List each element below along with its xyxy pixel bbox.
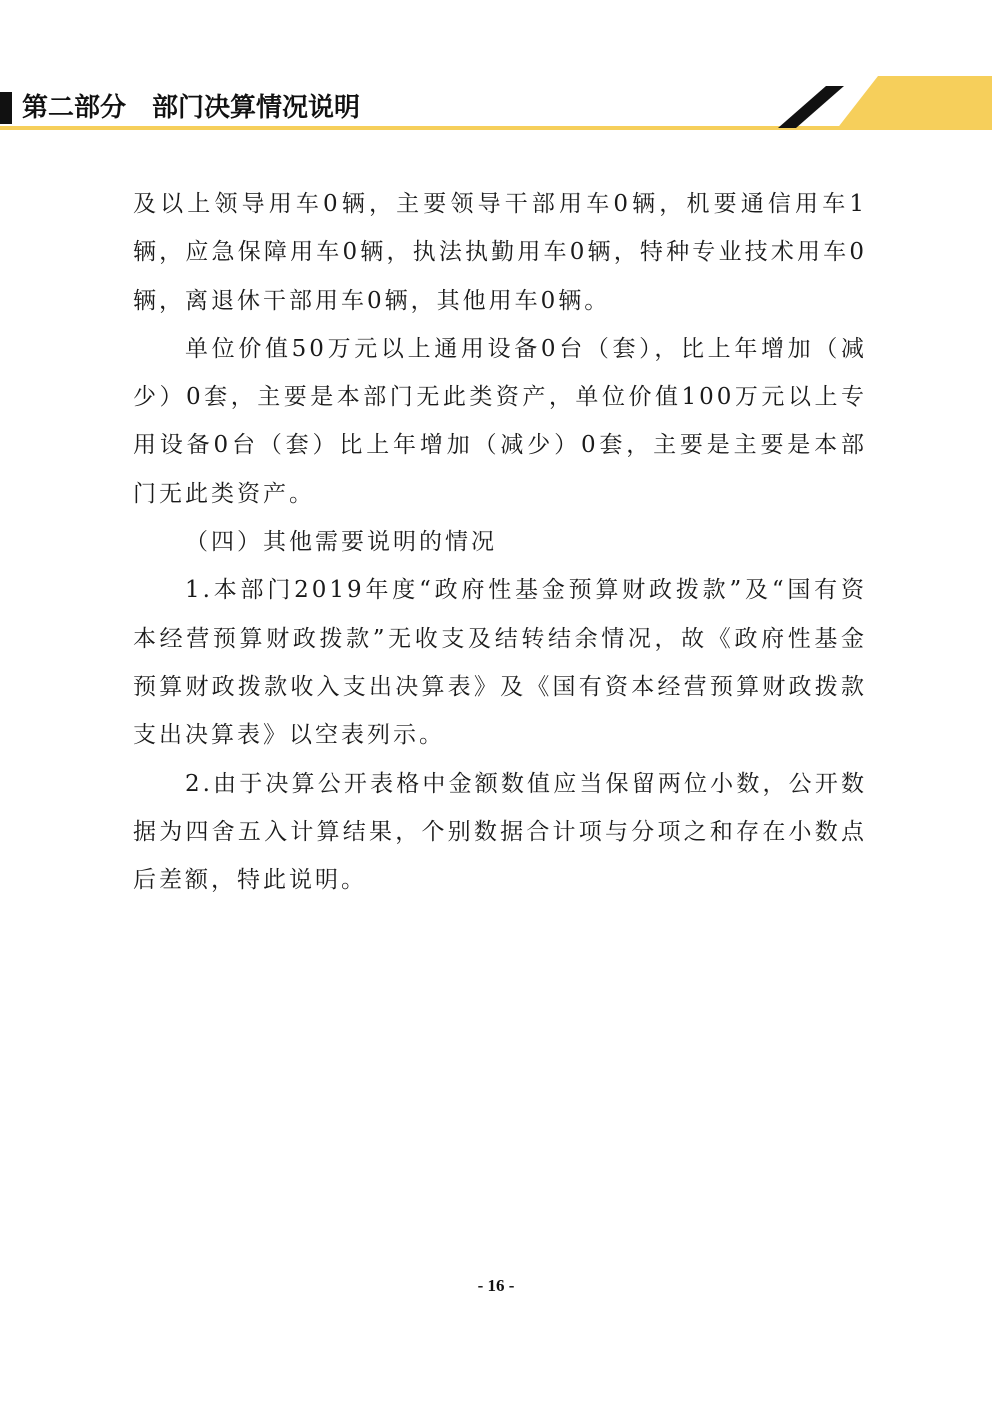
document-body (133, 180, 867, 904)
section-title: 第二部分 部门决算情况说明 (22, 93, 361, 123)
paragraph-note-1: 1.本部门2019年度“政府性基金预算财政拨款”及“国有资本经营预算财政拨款”无收支及结转结余情况，故《政府性基金预算财政拨款收入支出决算表》及《国有资本经营预算财政拨款支出决算表》以空表列示。 (133, 577, 867, 749)
page-number: - 16 - (477, 1276, 515, 1295)
header-deco-yellow-shape (836, 76, 992, 130)
subsection-heading: （四）其他需要说明的情况 (185, 529, 497, 556)
paragraph-note-2: 2.由于决算公开表格中金额数值应当保留两位小数，公开数据为四舍五入计算结果，个别数据合计项与分项之和存在小数点后差额，特此说明。 (133, 770, 867, 894)
paragraph-vehicles: 及以上领导用车0辆，主要领导干部用车0辆，机要通信用车1辆，应急保障用车0辆，执法执勤用车0辆，特种专业技术用车0辆，离退休干部用车0辆，其他用车0辆。 (133, 191, 867, 314)
page-header (0, 0, 992, 140)
header-deco-dark-stripe (778, 86, 844, 128)
header-decoration (760, 76, 992, 130)
header-marker-bar (0, 92, 12, 124)
paragraph-equipment: 单位价值50万元以上通用设备0台（套），比上年增加（减少）0套，主要是本部门无此类资产，单位价值100万元以上专用设备0台（套）比上年增加（减少）0套，主要是主要是本部门无此类资产。 (133, 335, 867, 507)
